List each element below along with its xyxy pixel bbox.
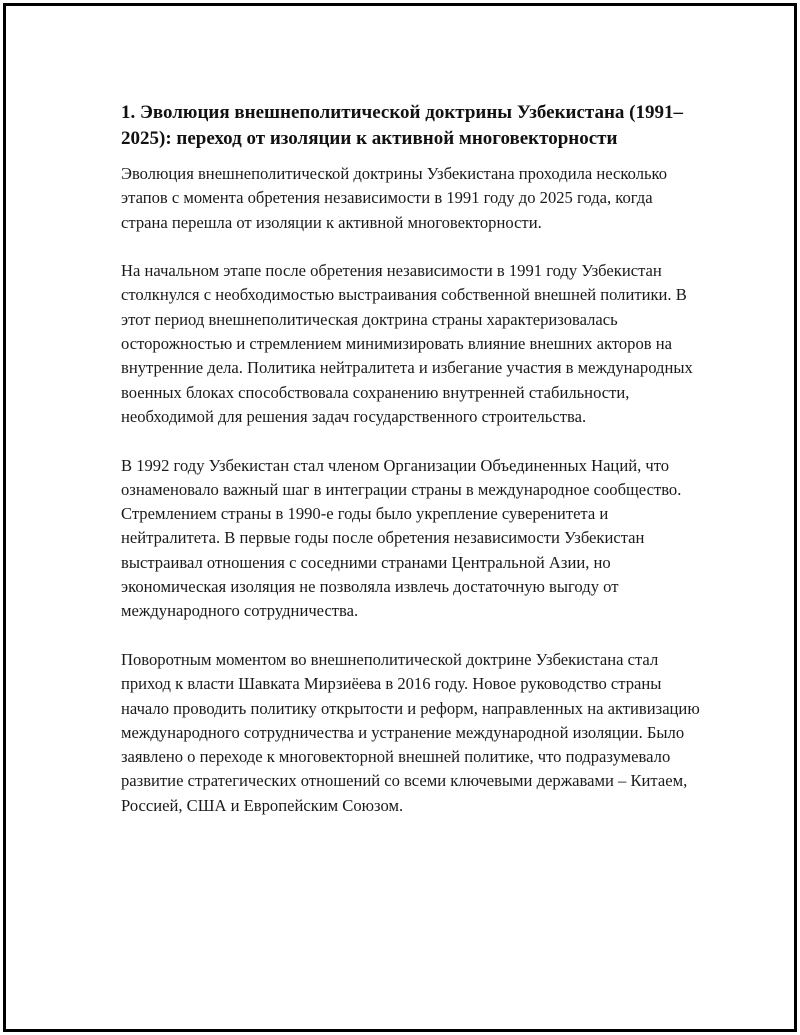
paragraph-un-membership: В 1992 году Узбекистан стал членом Организации Объединенных Наций, что ознаменовало важный шаг в интеграции страны в международное сообщество. Стремлением страны в 1990-е годы было укрепление суверенитета и нейтралитета. В первые годы после обретения независимости Узбекистан выстраивал отношения с соседними странами Центральной Азии, но экономическая изоляция не позволяла извлечь достаточную выгоду от международного сотрудничества. — [121, 455, 682, 621]
paragraph-intro: Эволюция внешнеполитической доктрины Узбекистана проходила несколько этапов с момента обретения независимости в 1991 году до 2025 года, когда страна перешла от изоляции к активной многовекторности. — [121, 164, 668, 232]
page-frame — [3, 3, 797, 1032]
paragraph-initial-stage: На начальном этапе после обретения независимости в 1991 году Узбекистан столкнулся с необходимостью выстраивания собственной внешней политики. В этот период внешнеполитическая доктрина страны характеризовалась осторожностью и стремлением минимизировать влияние внешних акторов на внутренние дела. Политика нейтралитета и избегание участия в международных военных блоках способствовала сохранению внутренней стабильности, необходимой для решения задач государственного строительства. — [121, 261, 693, 426]
document-title: 1. Эволюция внешнеполитической доктрины Узбекистана (1991–2025): переход от изоляции к активной многовекторности — [121, 102, 684, 149]
paragraph-turning-point: Поворотным моментом во внешнеполитической доктрине Узбекистана стал приход к власти Шавката Мирзиёева в 2016 году. Новое руководство страны начало проводить политику открытости и реформ, направленных на активизацию международного сотрудничества и устранение международной изоляции. Было заявлено о переходе к многовекторной внешней политике, что подразумевало развитие стратегических отношений со всеми ключевыми державами – Китаем, Россией, США и Европейским Союзом. — [121, 649, 700, 815]
document-body — [121, 100, 701, 842]
